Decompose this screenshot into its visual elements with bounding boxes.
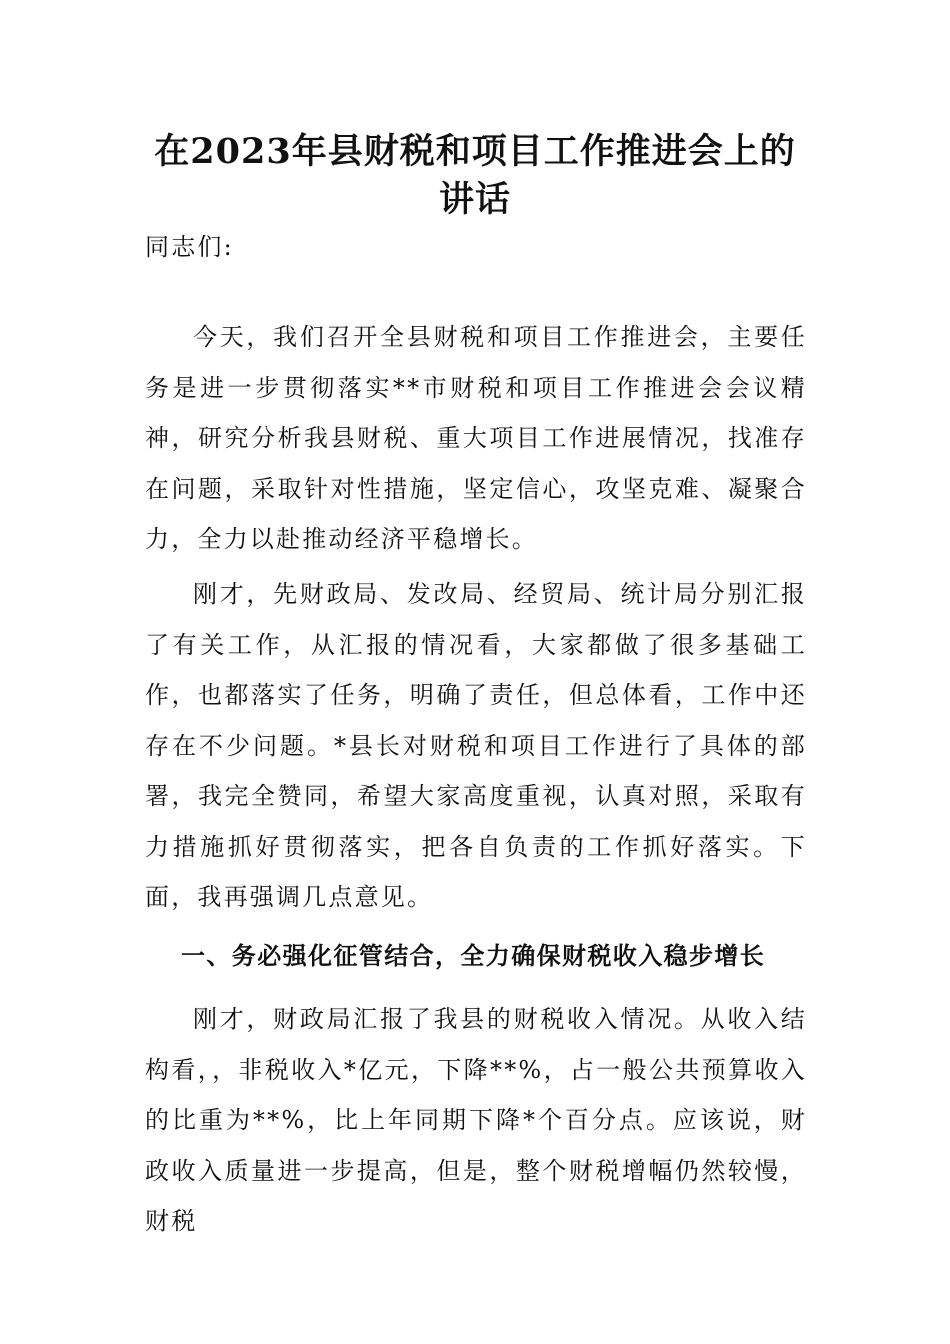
section-heading-1: 一、务必强化征管结合，全力确保财税收入稳步增长 — [181, 941, 766, 970]
document-title — [145, 128, 805, 224]
greeting: 同志们: — [145, 233, 234, 261]
paragraph-intro: 今天，我们召开全县财税和项目工作推进会，主要任务是进一步贯彻落实**市财税和项目工作推进会会议精神，研究分析我县财税、重大项目工作进展情况，找准存在问题，采取针对性措施，坚定信心，攻坚克难、凝聚合力，全力以赴推动经济平稳增长。 — [145, 323, 807, 553]
paragraph-summary: 刚才，先财政局、发改局、经贸局、统计局分别汇报了有关工作，从汇报的情况看，大家都做了很多基础工作，也都落实了任务，明确了责任，但总体看，工作中还存在不少问题。*县长对财税和项目工作进行了具体的部署，我完全赞同，希望大家高度重视，认真对照，采取有力措施抓好贯彻落实，把各自负责的工作抓好落实。下面，我再强调几点意见。 — [145, 580, 807, 911]
title-line-2: 讲话 — [438, 179, 511, 220]
title-line-1: 在2023年县财税和项目工作推进会上的 — [154, 131, 796, 172]
paragraph-revenue: 刚才，财政局汇报了我县的财税收入情况。从收入结构看，，非税收入*亿元，下降**%，占一般公共预算收入的比重为**%，比上年同期下降*个百分点。应该说，财政收入质量进一步提高，但是，整个财税增幅仍然较慢，财税 — [145, 1005, 807, 1235]
